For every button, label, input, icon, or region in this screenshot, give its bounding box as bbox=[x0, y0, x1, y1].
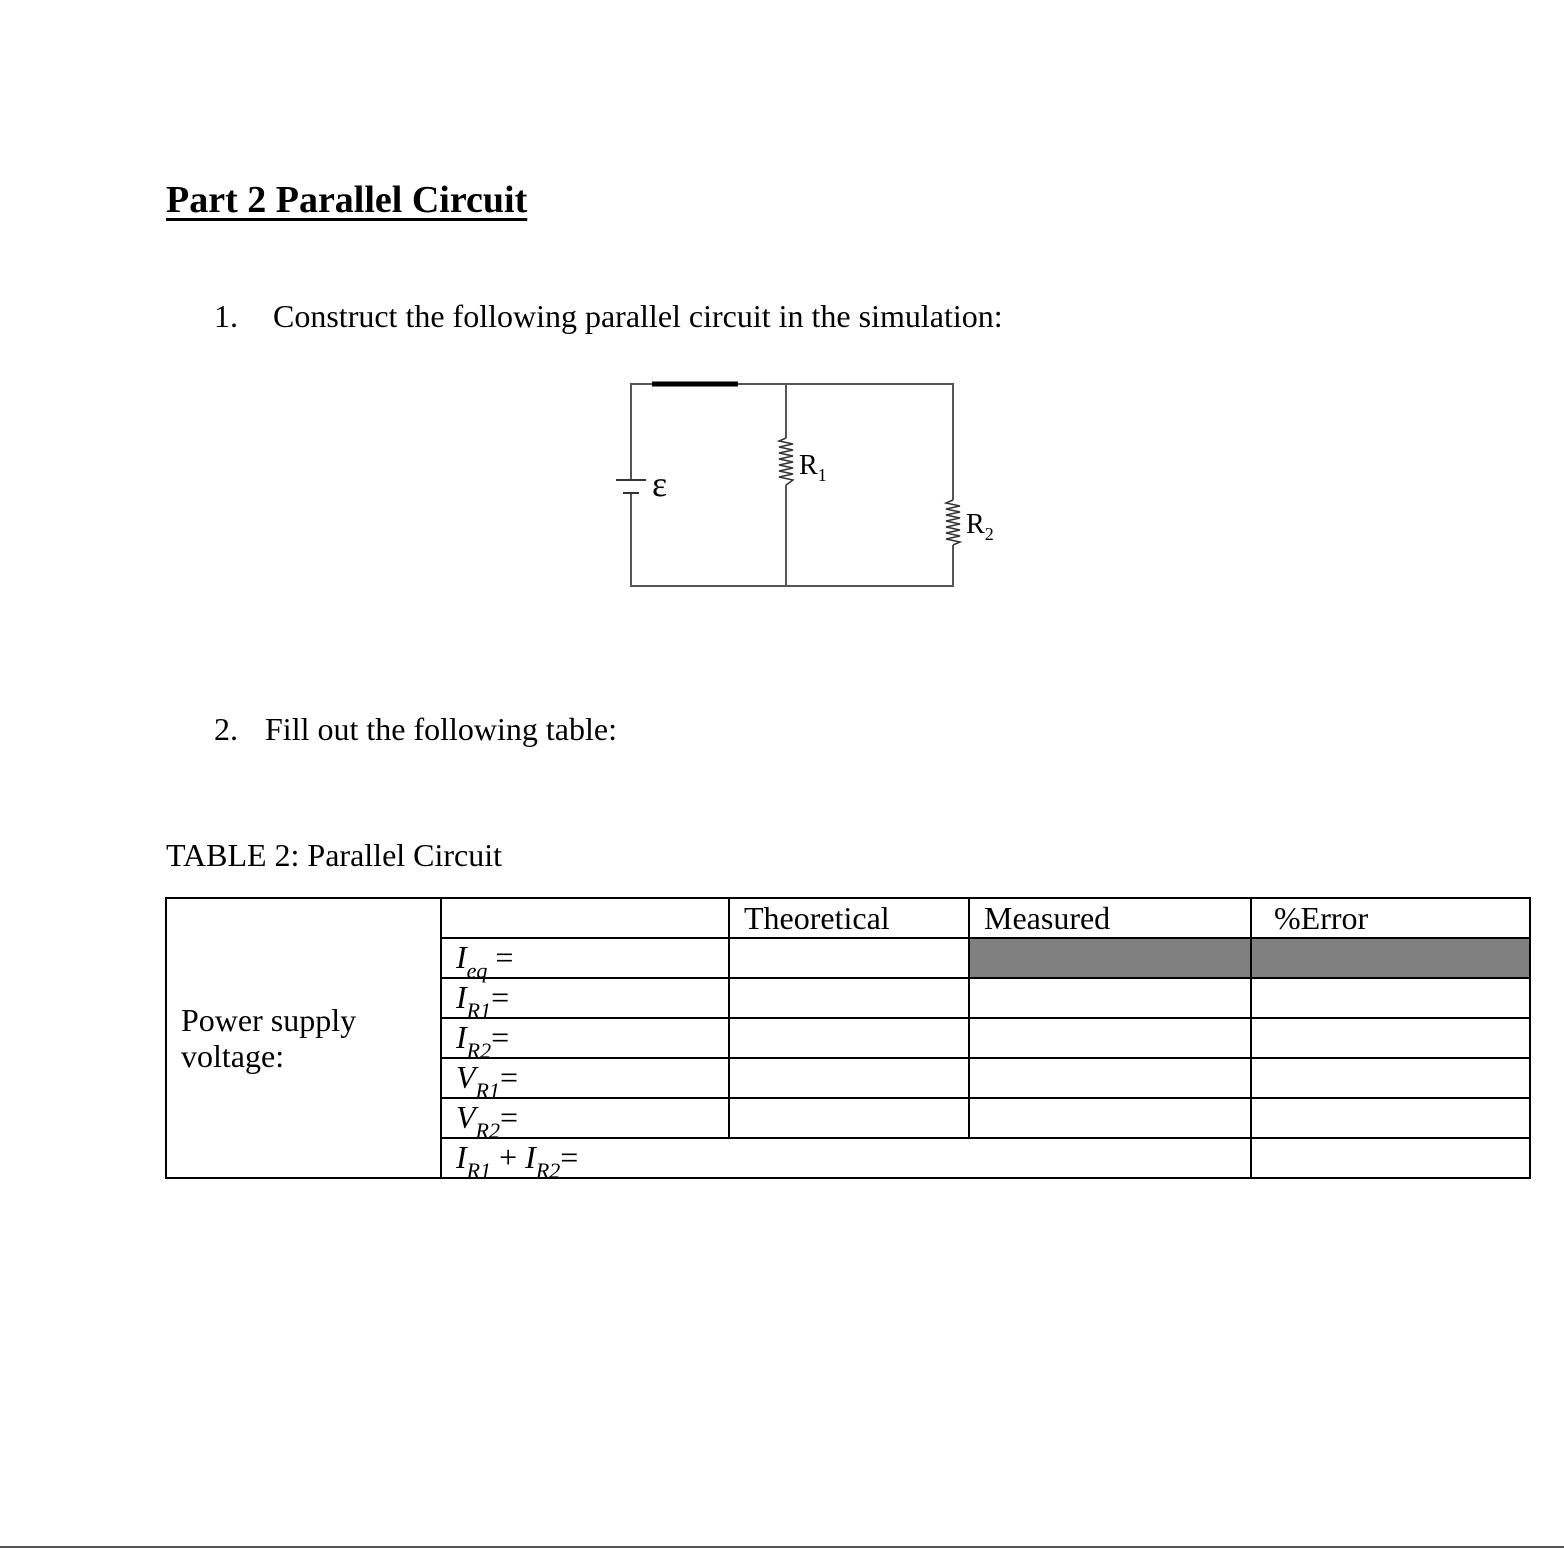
parallel-circuit-diagram bbox=[600, 370, 1020, 600]
ir1-error-cell[interactable] bbox=[1251, 978, 1530, 1018]
ir1-theoretical-cell[interactable] bbox=[729, 978, 969, 1018]
table-header-row bbox=[166, 898, 1530, 938]
step-1 bbox=[214, 298, 1003, 335]
resistor-r2-symbol bbox=[946, 500, 960, 545]
row-label-vr1: $V_{R1}=$ bbox=[441, 1058, 729, 1098]
page-bottom-rule bbox=[0, 1546, 1564, 1548]
step-1-text: Construct the following parallel circuit in the simulation: bbox=[273, 298, 1003, 334]
row-label-ir2: $I_{R2}=$ bbox=[441, 1018, 729, 1058]
ieq-error-cell-shaded bbox=[1251, 938, 1530, 978]
ieq-measured-cell-shaded bbox=[969, 938, 1251, 978]
step-2-text: Fill out the following table: bbox=[265, 711, 617, 747]
r2-label: $R_2$ bbox=[966, 509, 994, 544]
page-title: Part 2 Parallel Circuit bbox=[166, 179, 528, 221]
vr1-theoretical-cell[interactable] bbox=[729, 1058, 969, 1098]
current-sum-error-cell[interactable] bbox=[1251, 1138, 1530, 1178]
ir1-measured-cell[interactable] bbox=[969, 978, 1251, 1018]
ir2-measured-cell[interactable] bbox=[969, 1018, 1251, 1058]
vr2-error-cell[interactable] bbox=[1251, 1098, 1530, 1138]
resistor-r1-symbol bbox=[779, 438, 793, 485]
r1-label: $R_1$ bbox=[799, 450, 827, 485]
table-caption: TABLE 2: Parallel Circuit bbox=[166, 837, 503, 873]
row-label-vr2: $V_{R2}=$ bbox=[441, 1098, 729, 1138]
vr2-theoretical-cell[interactable] bbox=[729, 1098, 969, 1138]
circuit-wire bbox=[631, 493, 953, 586]
ir2-theoretical-cell[interactable] bbox=[729, 1018, 969, 1058]
step-1-number: 1. bbox=[214, 298, 238, 334]
step-2 bbox=[214, 711, 617, 748]
row-label-current-sum: $I_{R1} + I_{R2}=$ bbox=[441, 1138, 1251, 1178]
step-2-number: 2. bbox=[214, 711, 238, 747]
power-supply-voltage-cell[interactable]: Power supply voltage: bbox=[166, 898, 441, 1178]
ieq-theoretical-cell[interactable] bbox=[729, 938, 969, 978]
emf-label: ε bbox=[652, 464, 668, 504]
results-table bbox=[165, 897, 1531, 1183]
row-label-ir1: $I_{R1}=$ bbox=[441, 978, 729, 1018]
header-theoretical: Theoretical bbox=[729, 898, 969, 938]
vr1-measured-cell[interactable] bbox=[969, 1058, 1251, 1098]
row-label-ieq: $I_{eq}$ = bbox=[441, 938, 729, 978]
header-blank-cell bbox=[441, 898, 729, 938]
vr2-measured-cell[interactable] bbox=[969, 1098, 1251, 1138]
ir2-error-cell[interactable] bbox=[1251, 1018, 1530, 1058]
header-measured: Measured bbox=[969, 898, 1251, 938]
header-percent-error: %Error bbox=[1251, 898, 1530, 938]
circuit-wire bbox=[631, 384, 953, 500]
vr1-error-cell[interactable] bbox=[1251, 1058, 1530, 1098]
